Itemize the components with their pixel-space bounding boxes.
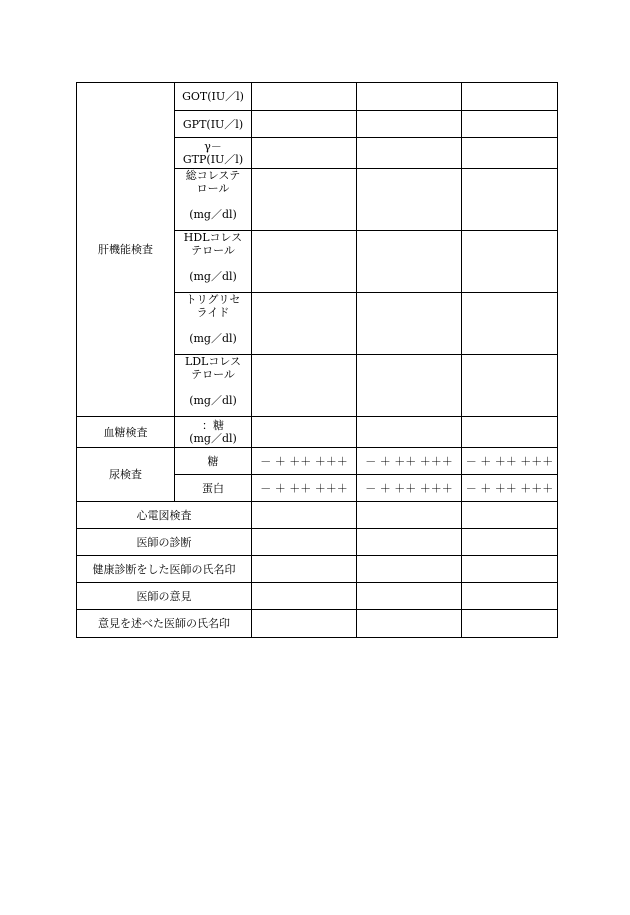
ecg-cell-2[interactable] xyxy=(357,502,462,529)
ldl-cholesterol-label: LDLコレス テロール (mg／dl) xyxy=(175,355,252,417)
ecg-label: 心電図検査 xyxy=(77,502,252,529)
urine-sugar-scale-1[interactable]: － ＋ ＋＋ ＋＋＋ xyxy=(252,448,357,475)
ecg-cell-1[interactable] xyxy=(252,502,357,529)
urine-protein-scale-1[interactable]: － ＋ ＋＋ ＋＋＋ xyxy=(252,475,357,502)
ecg-cell-3[interactable] xyxy=(462,502,558,529)
doctor-opinion-cell-1[interactable] xyxy=(252,583,357,610)
gpt-value-cell-3[interactable] xyxy=(462,111,558,138)
doctor-opinion-cell-2[interactable] xyxy=(357,583,462,610)
examining-doctor-seal-label: 健康診断をした医師の氏名印 xyxy=(77,556,252,583)
triglyceride-value-cell-3[interactable] xyxy=(462,293,558,355)
doctor-opinion-cell-3[interactable] xyxy=(462,583,558,610)
triglyceride-value-cell-2[interactable] xyxy=(357,293,462,355)
urine-sugar-label: 糖 xyxy=(175,448,252,475)
examining-doctor-seal-cell-2[interactable] xyxy=(357,556,462,583)
total-cholesterol-value-cell-2[interactable] xyxy=(357,169,462,231)
doctor-diagnosis-cell-2[interactable] xyxy=(357,529,462,556)
triglyceride-label: トリグリセ ライド (mg／dl) xyxy=(175,293,252,355)
gamma-gtp-value-cell-3[interactable] xyxy=(462,138,558,169)
gpt-value-cell-2[interactable] xyxy=(357,111,462,138)
urine-protein-label: 蛋白 xyxy=(175,475,252,502)
gpt-label: GPT(IU／l) xyxy=(175,111,252,138)
total-cholesterol-value-cell-1[interactable] xyxy=(252,169,357,231)
ldl-cholesterol-value-cell-1[interactable] xyxy=(252,355,357,417)
blood-sugar-value-cell-2[interactable] xyxy=(357,417,462,448)
total-cholesterol-label: 総コレステ ロール (mg／dl) xyxy=(175,169,252,231)
blood-sugar-value-cell-3[interactable] xyxy=(462,417,558,448)
opinion-doctor-seal-cell-3[interactable] xyxy=(462,610,558,638)
gpt-value-cell-1[interactable] xyxy=(252,111,357,138)
ldl-cholesterol-value-cell-2[interactable] xyxy=(357,355,462,417)
gamma-gtp-value-cell-2[interactable] xyxy=(357,138,462,169)
ldl-cholesterol-value-cell-3[interactable] xyxy=(462,355,558,417)
opinion-doctor-seal-cell-1[interactable] xyxy=(252,610,357,638)
urine-sugar-scale-3[interactable]: － ＋ ＋＋ ＋＋＋ xyxy=(462,448,558,475)
gamma-gtp-label: γ－ GTP(IU／l) xyxy=(175,138,252,169)
urine-protein-scale-3[interactable]: － ＋ ＋＋ ＋＋＋ xyxy=(462,475,558,502)
opinion-doctor-seal-cell-2[interactable] xyxy=(357,610,462,638)
gamma-gtp-value-cell-1[interactable] xyxy=(252,138,357,169)
blood-sugar-label: ：糖 (mg／dl) xyxy=(175,417,252,448)
hdl-cholesterol-label: HDLコレス テロール (mg／dl) xyxy=(175,231,252,293)
triglyceride-value-cell-1[interactable] xyxy=(252,293,357,355)
blood-sugar-category: 血糖検査 xyxy=(77,417,175,448)
hdl-cholesterol-value-cell-3[interactable] xyxy=(462,231,558,293)
got-value-cell-1[interactable] xyxy=(252,83,357,111)
doctor-diagnosis-cell-1[interactable] xyxy=(252,529,357,556)
liver-function-category: 肝機能検査 xyxy=(77,83,175,417)
total-cholesterol-value-cell-3[interactable] xyxy=(462,169,558,231)
urine-protein-scale-2[interactable]: － ＋ ＋＋ ＋＋＋ xyxy=(357,475,462,502)
health-checkup-table xyxy=(76,82,558,638)
doctor-diagnosis-cell-3[interactable] xyxy=(462,529,558,556)
blood-sugar-value-cell-1[interactable] xyxy=(252,417,357,448)
urine-sugar-scale-2[interactable]: － ＋ ＋＋ ＋＋＋ xyxy=(357,448,462,475)
opinion-doctor-seal-label: 意見を述べた医師の氏名印 xyxy=(77,610,252,638)
hdl-cholesterol-value-cell-2[interactable] xyxy=(357,231,462,293)
examining-doctor-seal-cell-3[interactable] xyxy=(462,556,558,583)
examining-doctor-seal-cell-1[interactable] xyxy=(252,556,357,583)
hdl-cholesterol-value-cell-1[interactable] xyxy=(252,231,357,293)
urine-test-category: 尿検査 xyxy=(77,448,175,502)
doctor-opinion-label: 医師の意見 xyxy=(77,583,252,610)
got-value-cell-3[interactable] xyxy=(462,83,558,111)
doctor-diagnosis-label: 医師の診断 xyxy=(77,529,252,556)
got-value-cell-2[interactable] xyxy=(357,83,462,111)
got-label: GOT(IU／l) xyxy=(175,83,252,111)
